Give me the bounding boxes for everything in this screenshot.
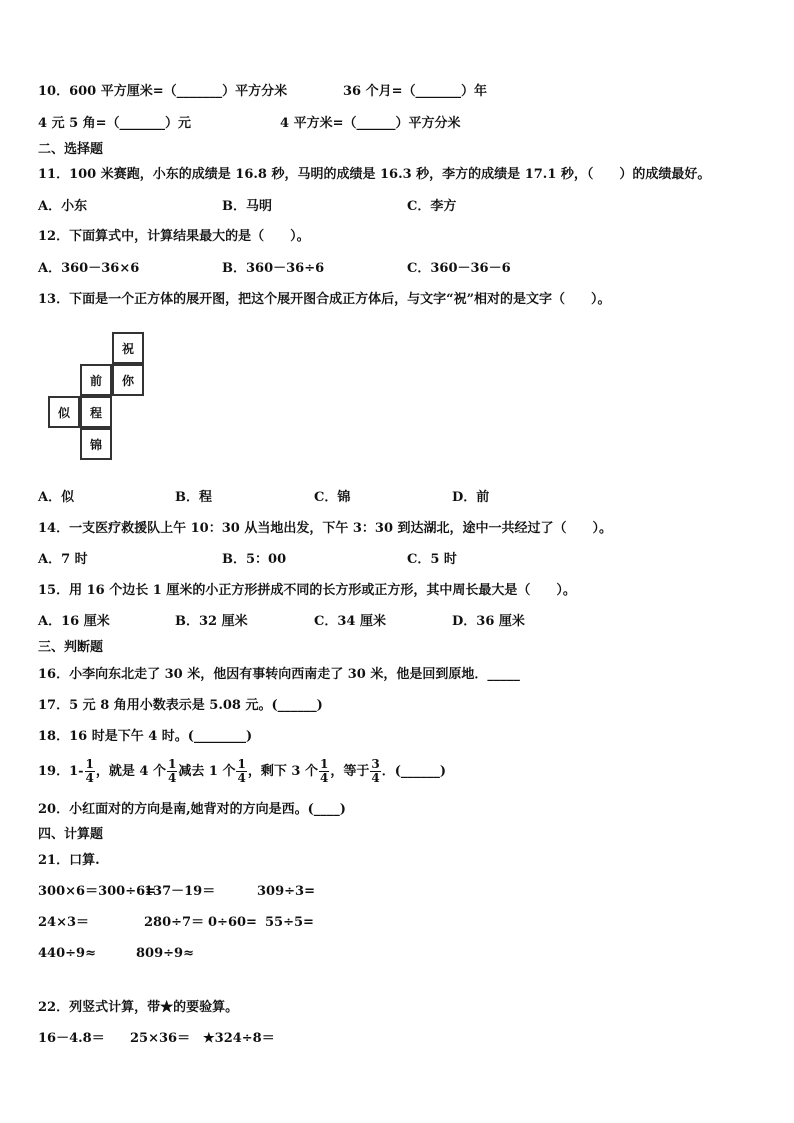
section-judge-heading: 三、判断题 xyxy=(38,640,104,655)
fraction-one-quarter xyxy=(85,758,95,785)
fraction-numerator: 1 xyxy=(85,757,94,771)
fraction-denominator: 4 xyxy=(85,771,94,785)
q11-text: 11．100 米赛跑，小东的成绩是 16.8 秒，马明的成绩是 16.3 秒，李方的成绩是 17.1 秒，（ ）的成绩最好。 xyxy=(38,167,711,182)
fraction-numerator: 1 xyxy=(168,757,177,771)
q19-text xyxy=(38,756,446,788)
q12-option-a: A．360－36×6 xyxy=(38,261,140,276)
q13-text: 13．下面是一个正方体的展开图，把这个展开图合成正方体后，与文字“祝”相对的是文字（ ）。 xyxy=(38,292,611,307)
q14-option-b: B．5：00 xyxy=(222,552,287,567)
q21-item: 55÷5= xyxy=(265,915,314,930)
q14-option-c: C．5 时 xyxy=(407,552,457,567)
q19-part-4: ，剩下 3 个 xyxy=(247,764,318,779)
q22-item: 16－4.8＝ xyxy=(38,1031,105,1046)
section-choice-heading: 二、选择题 xyxy=(38,142,104,157)
q13-option-c: C．锦 xyxy=(314,490,351,505)
q14-option-a: A．7 时 xyxy=(38,552,88,567)
net-face-ni: 你 xyxy=(112,364,144,396)
fraction-denominator: 4 xyxy=(168,771,177,785)
q15-option-c: C．34 厘米 xyxy=(314,614,386,629)
q20-text: 20．小红面对的方向是南,她背对的方向是西。(____) xyxy=(38,802,346,817)
q16-text: 16．小李向东北走了 30 米，他因有事转向西南走了 30 米，他是回到原地．_____ xyxy=(38,667,520,682)
q13-option-d: D．前 xyxy=(452,490,490,505)
q19-part-6: ．(______) xyxy=(381,764,446,779)
q10-part-c: 4 元 5 角=（_______）元 xyxy=(38,116,192,131)
q10-part-a: 10．600 平方厘米=（_______）平方分米 xyxy=(38,84,288,99)
q15-option-d: D．36 厘米 xyxy=(452,614,525,629)
net-face-qian: 前 xyxy=(80,364,112,396)
q22-item: 25×36＝ xyxy=(130,1031,191,1046)
q13-option-a: A．似 xyxy=(38,490,75,505)
q21-item: 809÷9≈ xyxy=(136,946,194,961)
fraction-denominator: 4 xyxy=(319,771,329,785)
fraction-one-quarter xyxy=(236,758,246,785)
q10-part-b: 36 个月=（_______）年 xyxy=(343,84,488,99)
q19-part-3: 减去 1 个 xyxy=(178,764,236,779)
q15-text: 15．用 16 个边长 1 厘米的小正方形拼成不同的长方形或正方形，其中周长最大是（ ）。 xyxy=(38,583,576,598)
net-face-si: 似 xyxy=(48,396,80,428)
q12-option-c: C．360－36－6 xyxy=(407,261,511,276)
q21-item: 309÷3= xyxy=(257,884,315,899)
fraction-denominator: 4 xyxy=(237,771,246,785)
section-calc-heading: 四、计算题 xyxy=(38,827,104,842)
fraction-numerator: 1 xyxy=(319,757,329,771)
fraction-denominator: 4 xyxy=(371,771,380,785)
q21-item: 440÷9≈ xyxy=(38,946,96,961)
net-face-jin: 锦 xyxy=(80,428,112,460)
q19-part-2: ，就是 4 个 xyxy=(95,764,167,779)
q21-item: 300×6＝300÷6= xyxy=(38,884,157,899)
q19-part-5: ，等于 xyxy=(330,764,370,779)
q11-option-c: C．李方 xyxy=(407,199,457,214)
q22-item: ★324÷8＝ xyxy=(203,1031,275,1046)
fraction-numerator: 3 xyxy=(371,757,380,771)
q18-text: 18．16 时是下午 4 时。(________) xyxy=(38,729,253,744)
q21-item: 0÷60= xyxy=(208,915,257,930)
fraction-three-quarters xyxy=(370,758,380,785)
net-face-zhu: 祝 xyxy=(112,332,144,364)
q15-option-a: A．16 厘米 xyxy=(38,614,110,629)
q21-item: 280÷7＝ xyxy=(144,915,205,930)
fraction-one-quarter xyxy=(167,758,177,785)
q21-item: 24×3＝ xyxy=(38,915,90,930)
q12-option-b: B．360－36÷6 xyxy=(222,261,325,276)
fraction-one-quarter xyxy=(319,758,329,785)
q15-option-b: B．32 厘米 xyxy=(175,614,248,629)
q10-part-d: 4 平方米=（______）平方分米 xyxy=(280,116,461,131)
q19-part-1: 19．1- xyxy=(38,764,84,779)
q21-item: 137－19＝ xyxy=(144,884,216,899)
cube-net-diagram xyxy=(46,330,156,470)
q13-option-b: B．程 xyxy=(175,490,212,505)
q22-title: 22．列竖式计算，带★的要验算。 xyxy=(38,1000,239,1015)
q11-option-a: A．小东 xyxy=(38,199,88,214)
q11-option-b: B．马明 xyxy=(222,199,272,214)
net-face-cheng: 程 xyxy=(80,396,112,428)
q17-text: 17．5 元 8 角用小数表示是 5.08 元。(______) xyxy=(38,698,323,713)
q21-title: 21．口算. xyxy=(38,853,100,868)
q14-text: 14．一支医疗救援队上午 10：30 从当地出发，下午 3：30 到达湖北，途中一共经过了（ ）。 xyxy=(38,521,613,536)
q12-text: 12．下面算式中，计算结果最大的是（ ）。 xyxy=(38,229,310,244)
fraction-numerator: 1 xyxy=(237,757,246,771)
